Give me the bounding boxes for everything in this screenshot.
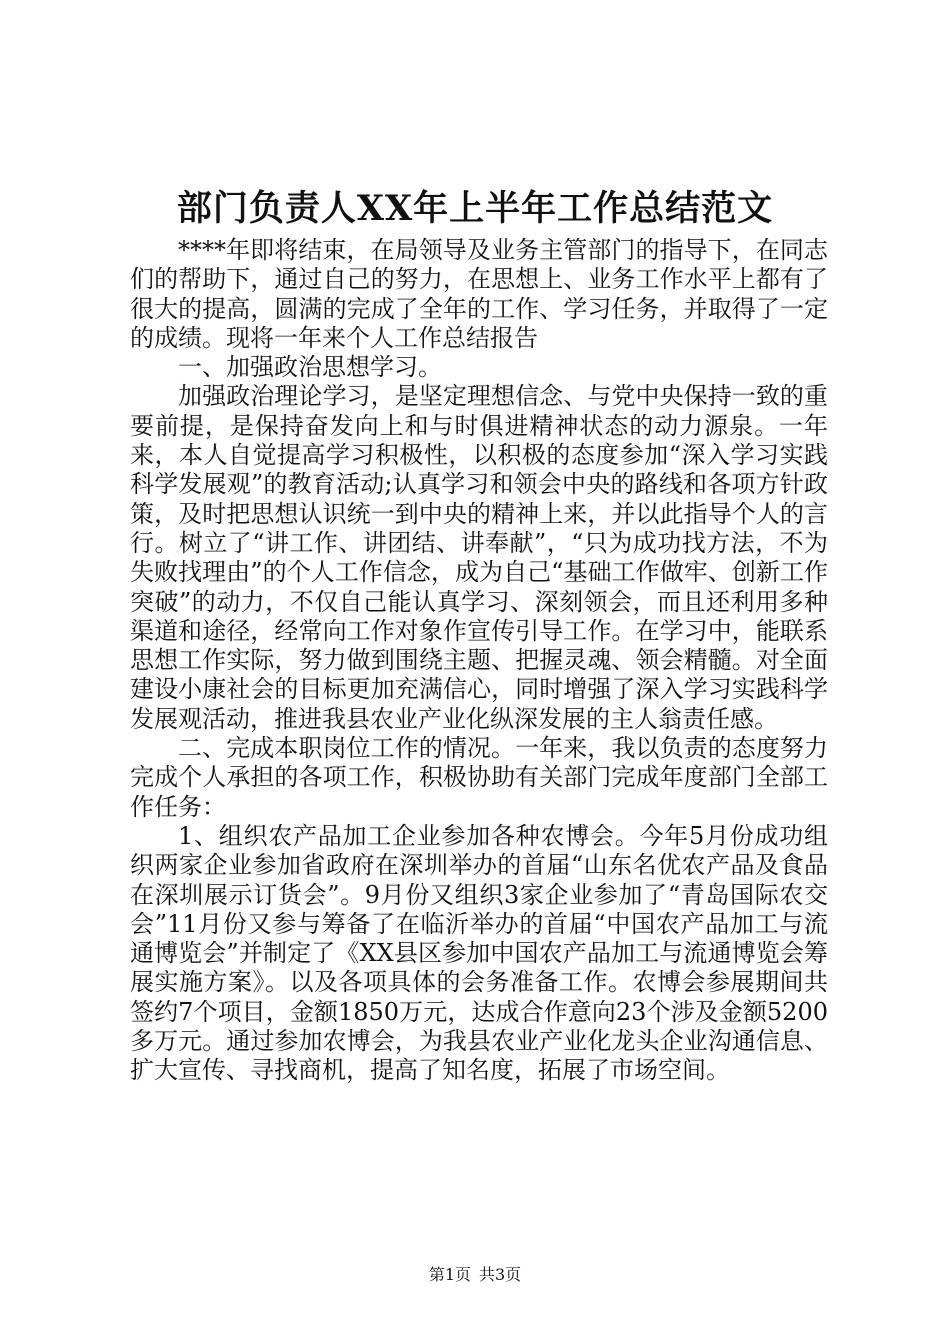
page-footer bbox=[0, 1265, 950, 1285]
document-title: 部门负责人XX年上半年工作总结范文 bbox=[176, 188, 774, 229]
item-1-paragraph: 1、组织农产品加工企业参加各种农博会。今年5月份成功组织两家企业参加省政府在深圳举办的首届“山东名优农产品及食品在深圳展示订货会”。9月份又组织3家企业参加了“青岛国际农交会”11月份又参与筹备了在临沂举办的首届“中国农产品加工与流通博览会”并制定了《XX县区参加中国农产品加工与流通博览会筹展实施方案》。以及各项具体的会务准备工作。农博会参展期间共签约7个项目，金额1850万元，达成合作意向23个涉及金额5200多万元。通过参加农博会，为我县农业产业化龙头企业沟通信息、扩大宣传、寻找商机，提高了知名度，拓展了市场空间。 bbox=[130, 821, 828, 1085]
section-2-paragraph: 二、完成本职岗位工作的情况。一年来，我以负责的态度努力完成个人承担的各项工作，积极协助有关部门完成年度部门全部工作任务： bbox=[130, 734, 828, 821]
section-heading-1: 一、加强政治思想学习。 bbox=[178, 353, 442, 382]
section-1-paragraph: 加强政治理论学习，是坚定理想信念、与党中央保持一致的重要前提，是保持奋发向上和与时俱进精神状态的动力源泉。一年来，本人自觉提高学习积极性，以积极的态度参加“深入学习实践科学发展观”的教育活动;认真学习和领会中央的路线和各项方针政策，及时把思想认识统一到中央的精神上来，并以此指导个人的言行。树立了“讲工作、讲团结、讲奉献”，“只为成功找方法，不为失败找理由”的个人工作信念，成为自己“基础工作做牢、创新工作突破”的动力，不仅自己能认真学习、深刻领会，而且还利用多种渠道和途径，经常向工作对象作宣传引导工作。在学习中，能联系思想工作实际，努力做到围绕主题、把握灵魂、领会精髓。对全面建设小康社会的目标更加充满信心，同时增强了深入学习实践科学发展观活动，推进我县农业产业化纵深发展的主人翁责任感。 bbox=[130, 382, 828, 733]
page-number: 第1页 bbox=[428, 1265, 471, 1284]
intro-paragraph: ****年即将结束，在局领导及业务主管部门的指导下，在同志们的帮助下，通过自己的努力，在思想上、业务工作水平上都有了很大的提高，圆满的完成了全年的工作、学习任务，并取得了一定的成绩。现将一年来个人工作总结报告 bbox=[130, 236, 828, 352]
document-body bbox=[130, 236, 828, 1086]
page-total: 共3页 bbox=[479, 1265, 522, 1284]
